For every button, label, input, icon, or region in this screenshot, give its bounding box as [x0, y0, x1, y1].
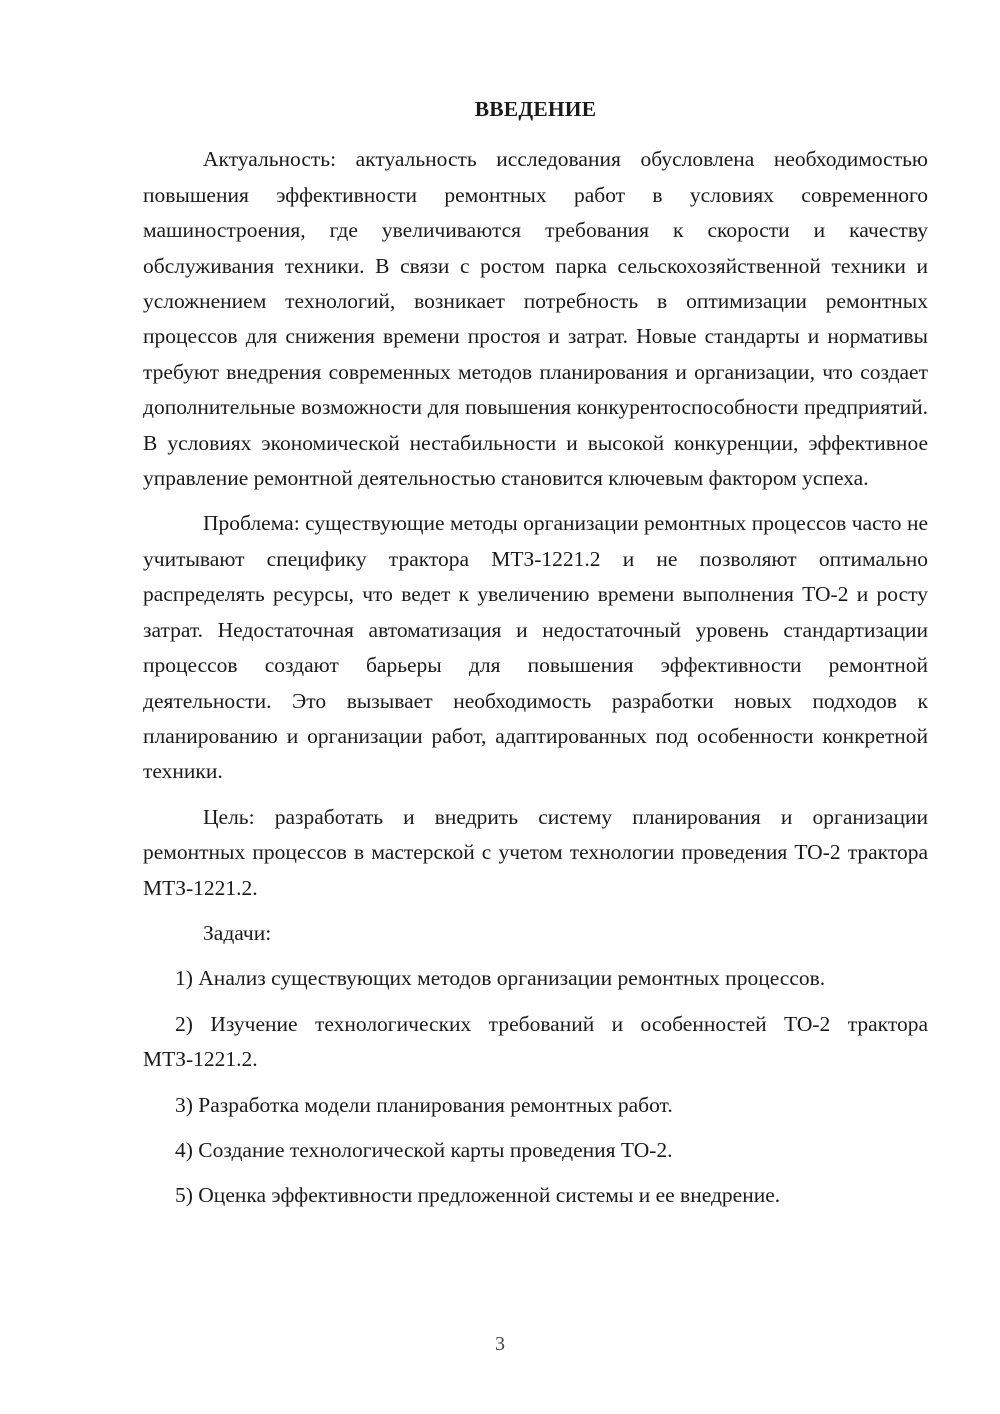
paragraph-goal: Цель: разработать и внедрить систему планирования и организации ремонтных процессов в мастерской с учетом технологии проведения ТО-2 трактора МТЗ-1221.2.	[143, 804, 928, 900]
task-item-2: 2) Изучение технологических требований и особенностей ТО-2 трактора МТЗ-1221.2.	[143, 1011, 928, 1072]
task-item-1: 1) Анализ существующих методов организации ремонтных процессов.	[175, 966, 826, 991]
section-title: ВВЕДЕНИЕ	[474, 97, 597, 121]
paragraph-problem: Проблема: существующие методы организации ремонтных процессов часто не учитывают специфику трактора МТЗ-1221.2 и не позволяют оптимально распределять ресурсы, что ведет к увеличению времени выполнения ТО-2 и росту затрат. Недостаточная автоматизация и недостаточный уровень стандартизации процессов создают барьеры для повышения эффективности ремонтной деятельности. Это вызывает необходимость разработки новых подходов к планированию и организации работ, адаптированных под особенности конкретной техники.	[143, 511, 928, 784]
page-number: 3	[495, 1333, 505, 1355]
tasks-label: Задачи:	[203, 920, 272, 945]
page-content	[143, 92, 928, 1224]
task-item-4: 4) Создание технологической карты проведения ТО-2.	[175, 1137, 673, 1162]
task-item-3: 3) Разработка модели планирования ремонтных работ.	[175, 1092, 673, 1117]
task-item-5: 5) Оценка эффективности предложенной системы и ее внедрение.	[175, 1183, 781, 1208]
paragraph-relevance: Актуальность: актуальность исследования обусловлена необходимостью повышения эффективности ремонтных работ в условиях современного машиностроения, где увеличиваются требования к скорости и качеству обслуживания техники. В связи с ростом парка сельскохозяйственной техники и усложнением технологий, возникает потребность в оптимизации ремонтных процессов для снижения времени простоя и затрат. Новые стандарты и нормативы требуют внедрения современных методов планирования и организации, что создает дополнительные возможности для повышения конкурентоспособности предприятий. В условиях экономической нестабильности и высокой конкуренции, эффективное управление ремонтной деятельностью становится ключевым фактором успеха.	[143, 147, 928, 491]
